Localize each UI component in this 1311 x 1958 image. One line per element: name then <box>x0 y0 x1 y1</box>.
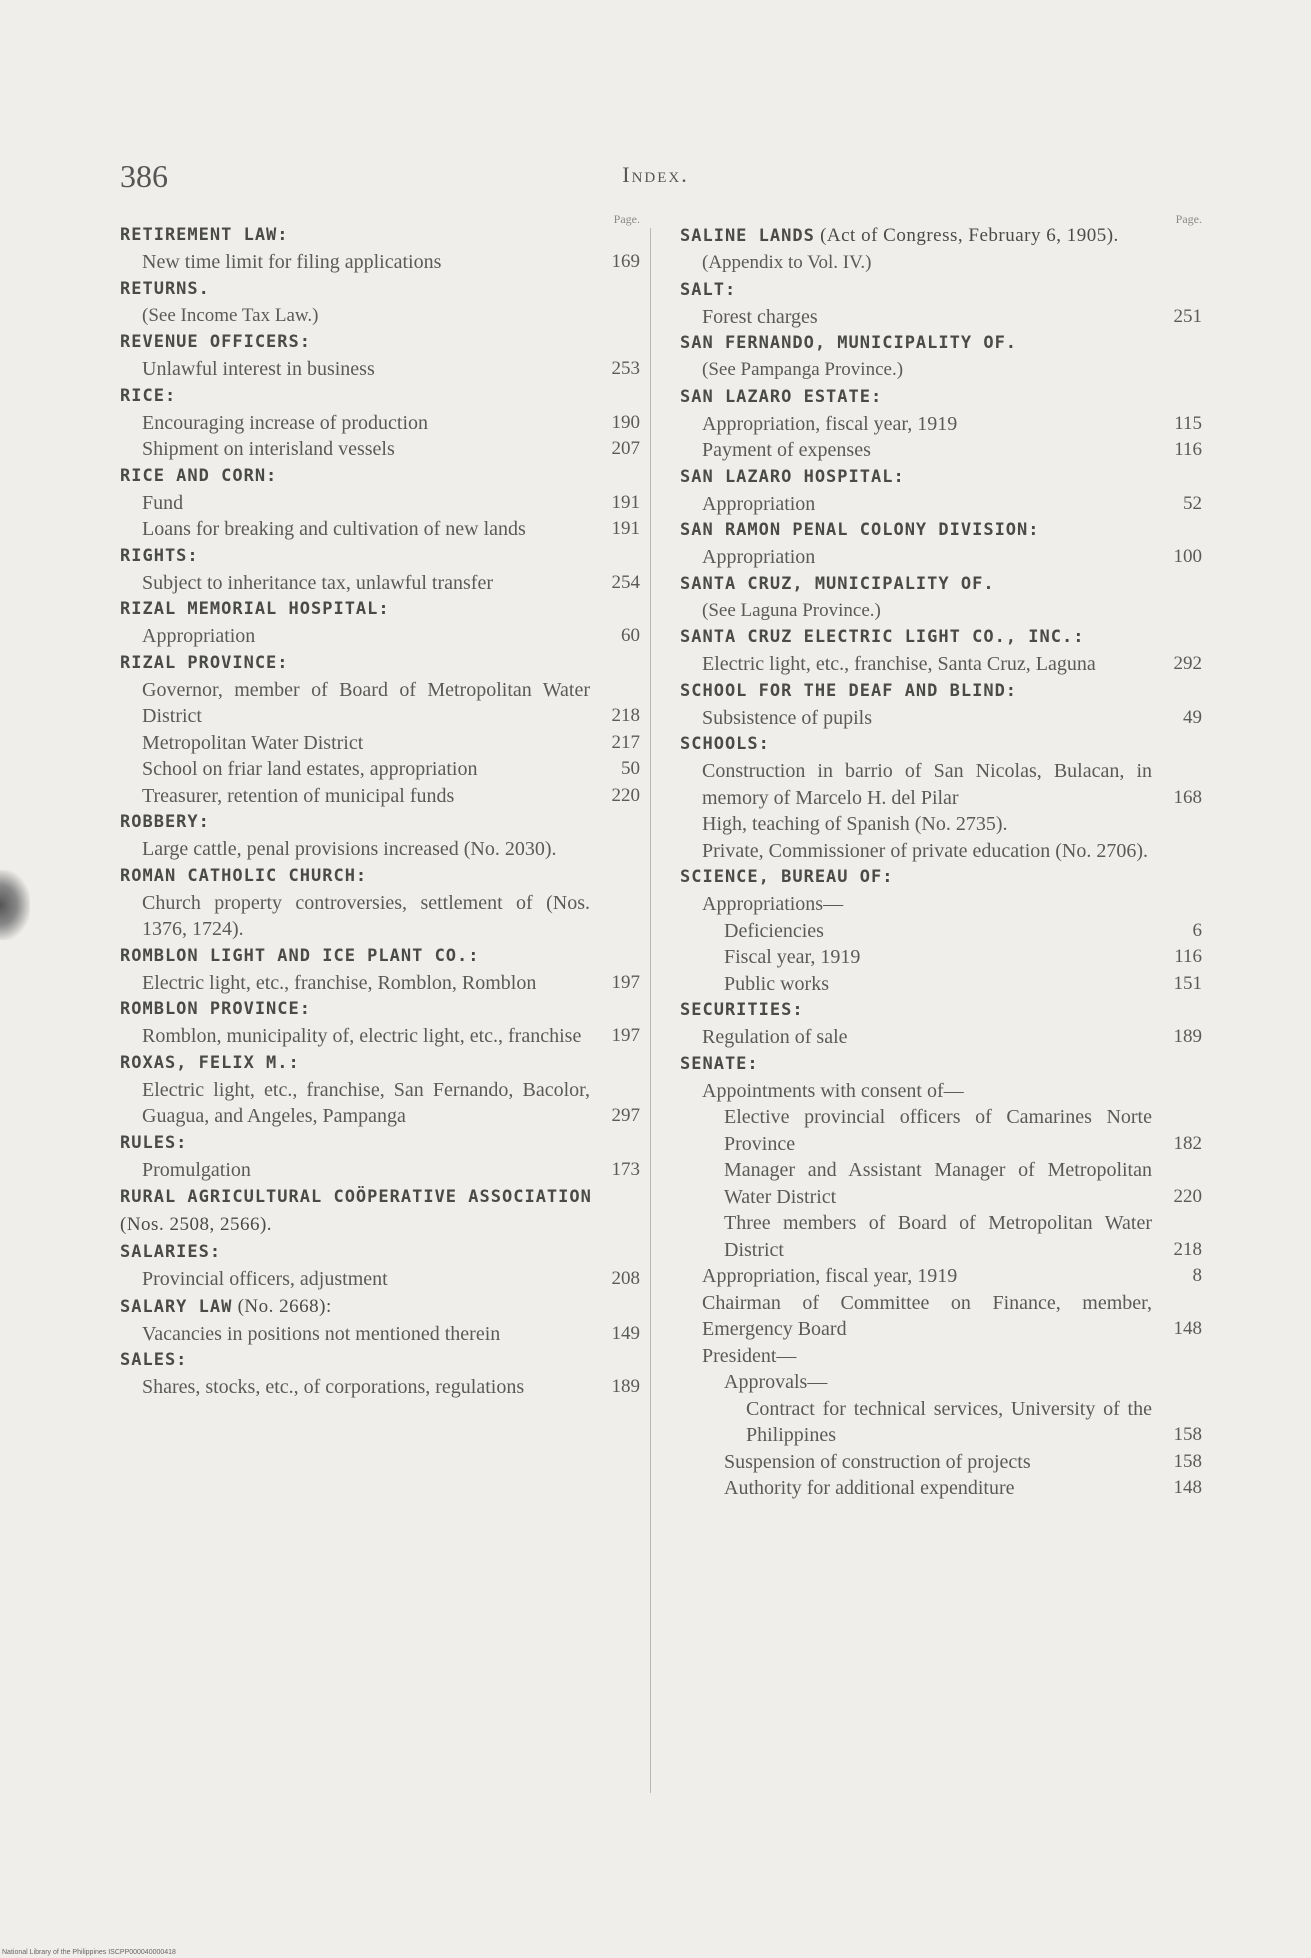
entry-heading <box>120 1347 640 1374</box>
entry-subitem <box>120 970 640 997</box>
subitem-text: Electric light, etc., franchise, Santa Cruz, Laguna <box>702 653 1096 675</box>
subitem-text: Electric light, etc., franchise, Romblon, Romblon <box>142 971 537 994</box>
subitem-text: Electric light, etc., franchise, San Fernando, Bacolor, Guagua, and Angeles, Pampanga <box>142 1078 590 1127</box>
subitem-text: Elective provincial officers of Camarines Norte Province <box>724 1106 1152 1155</box>
subitem-text: Encouraging increase of production <box>142 411 429 434</box>
entry-subitem <box>680 705 1202 732</box>
index-entry <box>120 276 640 330</box>
entry-subitem <box>120 516 640 543</box>
entry-subitem <box>680 1210 1202 1263</box>
entry-heading <box>120 276 640 303</box>
entry-heading-text: SALARY LAW <box>120 1296 233 1317</box>
entry-subitem <box>680 1449 1202 1476</box>
entry-heading-text: RIGHTS: <box>120 545 199 566</box>
page-reference: 217 <box>611 731 640 753</box>
entry-subitem <box>680 838 1202 865</box>
index-entry <box>120 996 640 1050</box>
entry-subitem <box>680 437 1202 464</box>
entry-heading <box>680 464 1202 491</box>
subitem-text: Appropriation <box>142 625 256 647</box>
subitem-text: Romblon, municipality of, electric light, etc., franchise <box>142 1025 582 1047</box>
subitem-text: Appropriation, fiscal year, 1919 <box>702 412 958 435</box>
entry-heading <box>120 809 640 836</box>
entry-heading <box>120 650 640 677</box>
subitem-text: Private, Commissioner of private education (No. 2706). <box>702 839 1149 862</box>
entry-subitem <box>120 1157 640 1184</box>
entry-heading <box>120 1293 640 1321</box>
entry-heading <box>120 596 640 623</box>
entry-heading-text: SCHOOL FOR THE DEAF AND BLIND: <box>680 680 1018 701</box>
entry-heading-text: SALARIES: <box>120 1242 222 1262</box>
entry-subitem <box>680 758 1202 811</box>
see-reference: (See Pampanga Province.) <box>702 359 904 380</box>
page-reference: 220 <box>1173 1185 1202 1207</box>
entry-subitem <box>680 971 1202 998</box>
index-entry <box>120 1050 640 1130</box>
entry-heading <box>680 731 1202 758</box>
index-entry <box>120 222 640 276</box>
page-reference: 191 <box>611 518 640 539</box>
subitem-text: Provincial officers, adjustment <box>142 1268 388 1290</box>
entry-subitem <box>680 1475 1202 1502</box>
entry-heading-text: RICE: <box>120 385 177 406</box>
entry-subitem <box>120 1374 640 1401</box>
entry-heading-text: SAN LAZARO HOSPITAL: <box>680 466 905 487</box>
entry-heading-text: SCHOOLS: <box>680 734 770 754</box>
entry-heading <box>120 943 640 970</box>
index-entry <box>680 624 1202 678</box>
page-reference: 254 <box>611 571 640 593</box>
subitem-text: Subsistence of pupils <box>702 706 872 729</box>
subitem-text: Approvals— <box>724 1371 828 1393</box>
index-entry <box>680 678 1202 732</box>
entry-subitem <box>680 944 1202 971</box>
entry-heading-text: ROBBERY: <box>120 812 210 832</box>
subitem-text: Appropriation, fiscal year, 1919 <box>702 1265 958 1287</box>
subitem-text: Chairman of Committee on Finance, member, Emergency Board <box>702 1291 1152 1340</box>
entry-heading-text: RIZAL MEMORIAL HOSPITAL: <box>120 599 390 619</box>
page-reference: 168 <box>1173 786 1202 808</box>
subitem-text: Appropriations— <box>702 893 844 915</box>
subitem-text: Appropriation <box>702 546 816 568</box>
page-reference: 173 <box>611 1158 640 1180</box>
see-reference: (See Laguna Province.) <box>702 599 881 621</box>
index-entry <box>680 731 1202 864</box>
entry-heading-note: (Nos. 2508, 2566). <box>120 1214 273 1235</box>
page-reference: 189 <box>1173 1026 1202 1047</box>
entry-subitem <box>680 811 1202 838</box>
entry-heading <box>120 383 640 410</box>
subitem-text: President— <box>702 1344 797 1367</box>
entry-subitem <box>120 677 640 730</box>
entry-heading <box>120 329 640 356</box>
index-entry <box>680 997 1202 1051</box>
page-reference: 100 <box>1173 546 1202 567</box>
entry-heading-text: REVENUE OFFICERS: <box>120 332 311 352</box>
index-entry <box>120 650 640 810</box>
entry-subitem <box>120 570 640 597</box>
entry-heading-text: RULES: <box>120 1132 188 1153</box>
entry-heading <box>680 1051 1202 1078</box>
index-entry <box>680 517 1202 571</box>
entry-heading <box>120 1183 640 1239</box>
page-reference: 151 <box>1173 972 1202 994</box>
entry-subitem <box>120 410 640 437</box>
entry-heading <box>120 463 640 490</box>
index-entry <box>120 809 640 863</box>
subitem-text: Church property controversies, settlement of (Nos. 1376, 1724). <box>142 891 590 940</box>
subitem-text: Unlawful interest in business <box>142 358 375 380</box>
subitem-text: High, teaching of Spanish (No. 2735). <box>702 813 1008 835</box>
page-reference: 116 <box>1174 946 1202 967</box>
subitem-text: Loans for breaking and cultivation of new lands <box>142 518 526 540</box>
page-reference: 207 <box>611 438 640 459</box>
page-reference: 158 <box>1173 1450 1202 1472</box>
page-reference: 191 <box>611 491 640 513</box>
entry-heading-text: SCIENCE, BUREAU OF: <box>680 867 894 887</box>
page-reference: 148 <box>1173 1318 1202 1339</box>
page-reference: 60 <box>621 625 640 646</box>
entry-heading-note: (No. 2668): <box>232 1295 332 1317</box>
entry-subitem <box>120 1266 640 1293</box>
running-head: Index. <box>622 162 689 187</box>
subitem-text: New time limit for filing applications <box>142 251 442 273</box>
page-reference: 197 <box>611 971 640 993</box>
index-entry <box>680 277 1202 331</box>
entry-heading <box>120 1239 640 1266</box>
entry-subitem <box>120 756 640 783</box>
index-entry <box>680 1051 1202 1502</box>
entry-subitem <box>120 490 640 517</box>
entry-heading <box>120 1130 640 1157</box>
entry-subitem <box>120 1077 640 1130</box>
page-reference: 253 <box>611 358 640 379</box>
page-reference: 8 <box>1192 1265 1202 1286</box>
page-reference: 208 <box>611 1268 640 1289</box>
subitem-text: Metropolitan Water District <box>142 731 364 754</box>
page-column-label: Page. <box>613 212 640 226</box>
page-reference: 158 <box>1173 1424 1202 1445</box>
entry-heading-text: RETURNS. <box>120 278 210 299</box>
subitem-text: Authority for additional expenditure <box>724 1477 1015 1499</box>
right-column <box>680 212 1202 1502</box>
page-reference: 251 <box>1173 305 1202 327</box>
entry-subitem <box>120 783 640 810</box>
index-entry <box>120 1239 640 1293</box>
index-entry <box>120 596 640 650</box>
subitem-text: Suspension of construction of projects <box>724 1450 1031 1473</box>
entry-heading-text: RICE AND CORN: <box>120 465 278 486</box>
entry-subitem <box>680 891 1202 918</box>
page-reference: 292 <box>1173 653 1202 674</box>
scan-smudge <box>0 870 30 940</box>
entry-heading <box>120 543 640 570</box>
entry-subitem <box>680 1396 1202 1449</box>
subitem-text: Appointments with consent of— <box>702 1079 964 1102</box>
entry-heading-text: RIZAL PROVINCE: <box>120 652 289 673</box>
page-column-label: Page. <box>1175 212 1202 226</box>
index-entry <box>120 1347 640 1401</box>
entry-heading <box>120 996 640 1023</box>
column-divider <box>650 228 651 1793</box>
entry-heading-text: SECURITIES: <box>680 1000 804 1020</box>
entry-heading-text: RETIREMENT LAW: <box>120 225 289 245</box>
subitem-text: Promulgation <box>142 1158 251 1181</box>
entry-heading-text: SAN FERNANDO, MUNICIPALITY OF. <box>680 333 1018 353</box>
entry-subitem <box>120 1023 640 1050</box>
entry-subitem <box>120 836 640 863</box>
entry-heading-text: SALT: <box>680 279 737 300</box>
entry-heading <box>120 222 640 249</box>
entry-heading <box>680 678 1202 705</box>
index-entry <box>120 1293 640 1348</box>
subitem-text: Payment of expenses <box>702 439 871 461</box>
entry-subitem <box>680 1290 1202 1343</box>
entry-subitem <box>680 1104 1202 1157</box>
entry-subitem <box>120 356 640 383</box>
subitem-text: Appropriation <box>702 492 816 515</box>
index-entry <box>680 384 1202 464</box>
entry-subitem <box>120 249 640 276</box>
page-reference: 50 <box>621 758 640 779</box>
entry-heading-text: ROMBLON LIGHT AND ICE PLANT CO.: <box>120 945 480 966</box>
page-reference: 148 <box>1173 1477 1202 1498</box>
subitem-text: Deficiencies <box>724 919 824 942</box>
entry-heading <box>680 384 1202 411</box>
entry-subitem <box>120 623 640 650</box>
entry-heading-text: SAN RAMON PENAL COLONY DIVISION: <box>680 520 1040 540</box>
entry-subitem <box>680 491 1202 518</box>
entry-heading-text: SENATE: <box>680 1053 759 1074</box>
index-entry <box>120 1130 640 1184</box>
entry-subitem <box>680 1157 1202 1210</box>
left-column <box>120 212 640 1401</box>
entry-subitem <box>680 1369 1202 1396</box>
entry-heading-text: ROXAS, FELIX M.: <box>120 1052 300 1073</box>
subitem-text: Fiscal year, 1919 <box>724 946 861 968</box>
page-reference: 115 <box>1174 412 1202 434</box>
page-reference: 220 <box>611 784 640 806</box>
index-entry <box>120 383 640 463</box>
index-entry <box>680 222 1202 277</box>
page-number: 386 <box>120 158 168 194</box>
subitem-text: Construction in barrio of San Nicolas, Bulacan, in memory of Marcelo H. del Pilar <box>702 760 1152 809</box>
entry-heading-text: SAN LAZARO ESTATE: <box>680 386 883 407</box>
entry-subitem <box>680 1343 1202 1370</box>
entry-subitem <box>120 436 640 463</box>
entry-subitem <box>680 1024 1202 1051</box>
page-reference: 182 <box>1173 1132 1202 1154</box>
index-entry <box>120 329 640 383</box>
index-entry <box>680 864 1202 997</box>
index-entry <box>120 463 640 543</box>
entry-subitem <box>680 544 1202 571</box>
see-reference: (See Income Tax Law.) <box>142 304 319 326</box>
page-reference: 149 <box>611 1322 640 1344</box>
entry-heading-text: RURAL AGRICULTURAL COÖPERATIVE ASSOCIATION <box>120 1187 592 1207</box>
entry-heading <box>680 997 1202 1024</box>
page-reference: 189 <box>611 1376 640 1397</box>
page-reference: 49 <box>1183 706 1202 728</box>
subitem-text: Three members of Board of Metropolitan Water District <box>724 1212 1152 1261</box>
subitem-text: Regulation of sale <box>702 1026 848 1048</box>
subitem-text: Manager and Assistant Manager of Metropolitan Water District <box>724 1159 1152 1208</box>
entry-heading <box>680 277 1202 304</box>
entry-heading <box>680 222 1202 250</box>
index-entry <box>120 543 640 597</box>
subitem-text: Large cattle, penal provisions increased (No. 2030). <box>142 838 557 860</box>
page-reference: 190 <box>611 411 640 433</box>
index-entry <box>680 330 1202 384</box>
subitem-text: Forest charges <box>702 305 818 328</box>
page-reference: 169 <box>611 251 640 272</box>
index-entry <box>120 943 640 997</box>
entry-subitem <box>680 304 1202 331</box>
page-reference: 297 <box>611 1105 640 1126</box>
page-reference: 218 <box>1173 1238 1202 1260</box>
entry-subitem <box>120 890 640 943</box>
scan-footer: National Library of the Philippines ISCPP000040000418 <box>2 1949 176 1956</box>
entry-heading-text: SALINE LANDS <box>680 226 815 246</box>
entry-subitem <box>680 411 1202 438</box>
subitem-text: Governor, member of Board of Metropolitan Water District <box>142 678 590 727</box>
entry-heading-text: ROMAN CATHOLIC CHURCH: <box>120 865 368 886</box>
entry-heading-text: SANTA CRUZ ELECTRIC LIGHT CO., INC.: <box>680 627 1085 647</box>
page-reference: 6 <box>1192 919 1202 941</box>
subitem-text: Treasurer, retention of municipal funds <box>142 784 455 807</box>
entry-heading <box>680 517 1202 544</box>
page-reference: 116 <box>1174 439 1202 460</box>
index-entry <box>120 1183 640 1239</box>
entry-heading-text: SALES: <box>120 1350 188 1370</box>
entry-heading <box>120 1050 640 1077</box>
entry-heading <box>680 864 1202 891</box>
entry-subitem <box>680 651 1202 678</box>
index-entry <box>680 571 1202 625</box>
subitem-text: Subject to inheritance tax, unlawful transfer <box>142 571 493 594</box>
subitem-text: Vacancies in positions not mentioned therein <box>142 1322 501 1345</box>
entry-subitem <box>680 1078 1202 1105</box>
entry-subitem <box>680 1263 1202 1290</box>
entry-heading <box>120 863 640 890</box>
page-reference: 218 <box>611 705 640 726</box>
index-entry <box>120 863 640 943</box>
index-entry <box>680 464 1202 518</box>
entry-heading <box>680 571 1202 598</box>
subitem-text: Shipment on interisland vessels <box>142 438 395 460</box>
entry-subitem <box>120 1321 640 1348</box>
entry-subitem <box>120 730 640 757</box>
entry-heading-text: ROMBLON PROVINCE: <box>120 999 311 1019</box>
entry-heading-text: SANTA CRUZ, MUNICIPALITY OF. <box>680 573 995 594</box>
subitem-text: Shares, stocks, etc., of corporations, regulations <box>142 1376 525 1398</box>
subitem-text: School on friar land estates, appropriation <box>142 758 478 780</box>
entry-subitem <box>680 918 1202 945</box>
subitem-text: Public works <box>724 972 829 995</box>
see-reference: (Appendix to Vol. IV.) <box>702 252 872 273</box>
entry-heading-note: (Act of Congress, February 6, 1905). <box>814 225 1119 246</box>
subitem-text: Fund <box>142 491 184 514</box>
subitem-text: Contract for technical services, University of the Philippines <box>746 1397 1152 1446</box>
page-reference: 197 <box>611 1025 640 1046</box>
entry-heading <box>680 330 1202 357</box>
page-reference: 52 <box>1183 492 1202 514</box>
entry-heading <box>680 624 1202 651</box>
